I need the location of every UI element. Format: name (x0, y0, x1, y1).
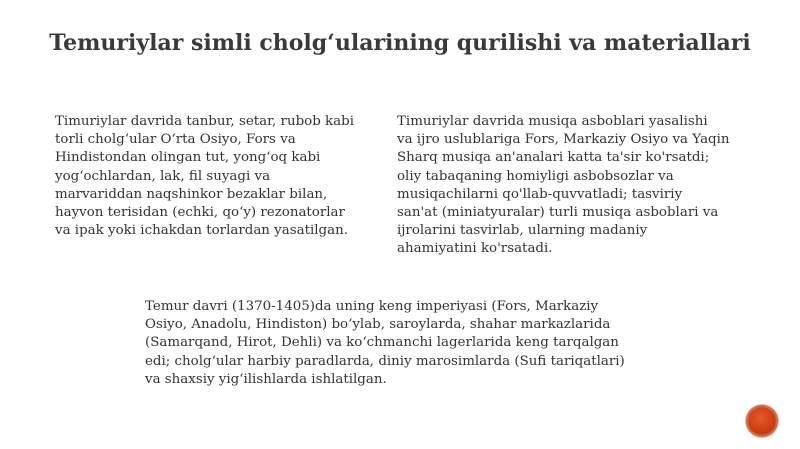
text-line: va ijro uslublariga Fors, Markaziy Osiyo va Yaqin (397, 132, 730, 148)
text-line: Osiyo, Anadolu, Hindiston) bo‘ylab, saroylarda, shahar markazlarida (145, 317, 611, 333)
slide-nav-button[interactable] (748, 407, 776, 435)
text-line: Timuriylar davrida tanbur, setar, rubob kabi (55, 114, 354, 129)
left-text-block (55, 113, 354, 240)
slide-title: Temuriylar simli cholg‘ularining qurilishi va materiallari (49, 30, 751, 56)
text-line: torli cholg‘ular O‘rta Osiyo, Fors va (55, 132, 296, 148)
text-line: edi; cholg‘ular harbiy paradlarda, diniy marosimlarda (Sufi tariqatlari) (145, 353, 625, 369)
text-line: Timuriylar davrida musiqa asboblari yasalishi (397, 114, 708, 129)
text-line: va shaxsiy yig‘ilishlarda ishlatilgan. (145, 371, 387, 387)
text-line: san'at (miniatyuralar) turli musiqa asboblari va (397, 205, 719, 221)
text-line: musiqachilarni qo'llab-quvvatladi; tasviriy (397, 186, 683, 202)
text-line: va ipak yoki ichakdan torlardan yasatilgan. (55, 223, 348, 239)
text-line: yog‘ochlardan, lak, fil suyagi va (55, 168, 271, 184)
text-line: Sharq musiqa an'analari katta ta'sir ko'rsatdi; (397, 150, 710, 166)
text-line: ahamiyatini ko'rsatadi. (397, 241, 553, 257)
text-line: ijrolarini tasvirlab, ularning madaniy (397, 223, 648, 239)
text-line: marvariddan naqshinkor bezaklar bilan, (55, 186, 328, 202)
text-line: (Samarqand, Hirot, Dehli) va ko‘chmanchi lagerlarida keng tarqalgan (145, 335, 619, 351)
right-text-block (397, 113, 730, 259)
text-line: hayvon terisidan (echki, qo‘y) rezonatorlar (55, 205, 345, 221)
text-line: Hindistondan olingan tut, yong‘oq kabi (55, 150, 321, 166)
text-line: oliy tabaqaning homiyligi asbobsozlar va (397, 168, 674, 184)
text-line: Temur davri (1370-1405)da uning keng imperiyasi (Fors, Markaziy (145, 299, 599, 314)
bottom-text-block (145, 298, 625, 389)
